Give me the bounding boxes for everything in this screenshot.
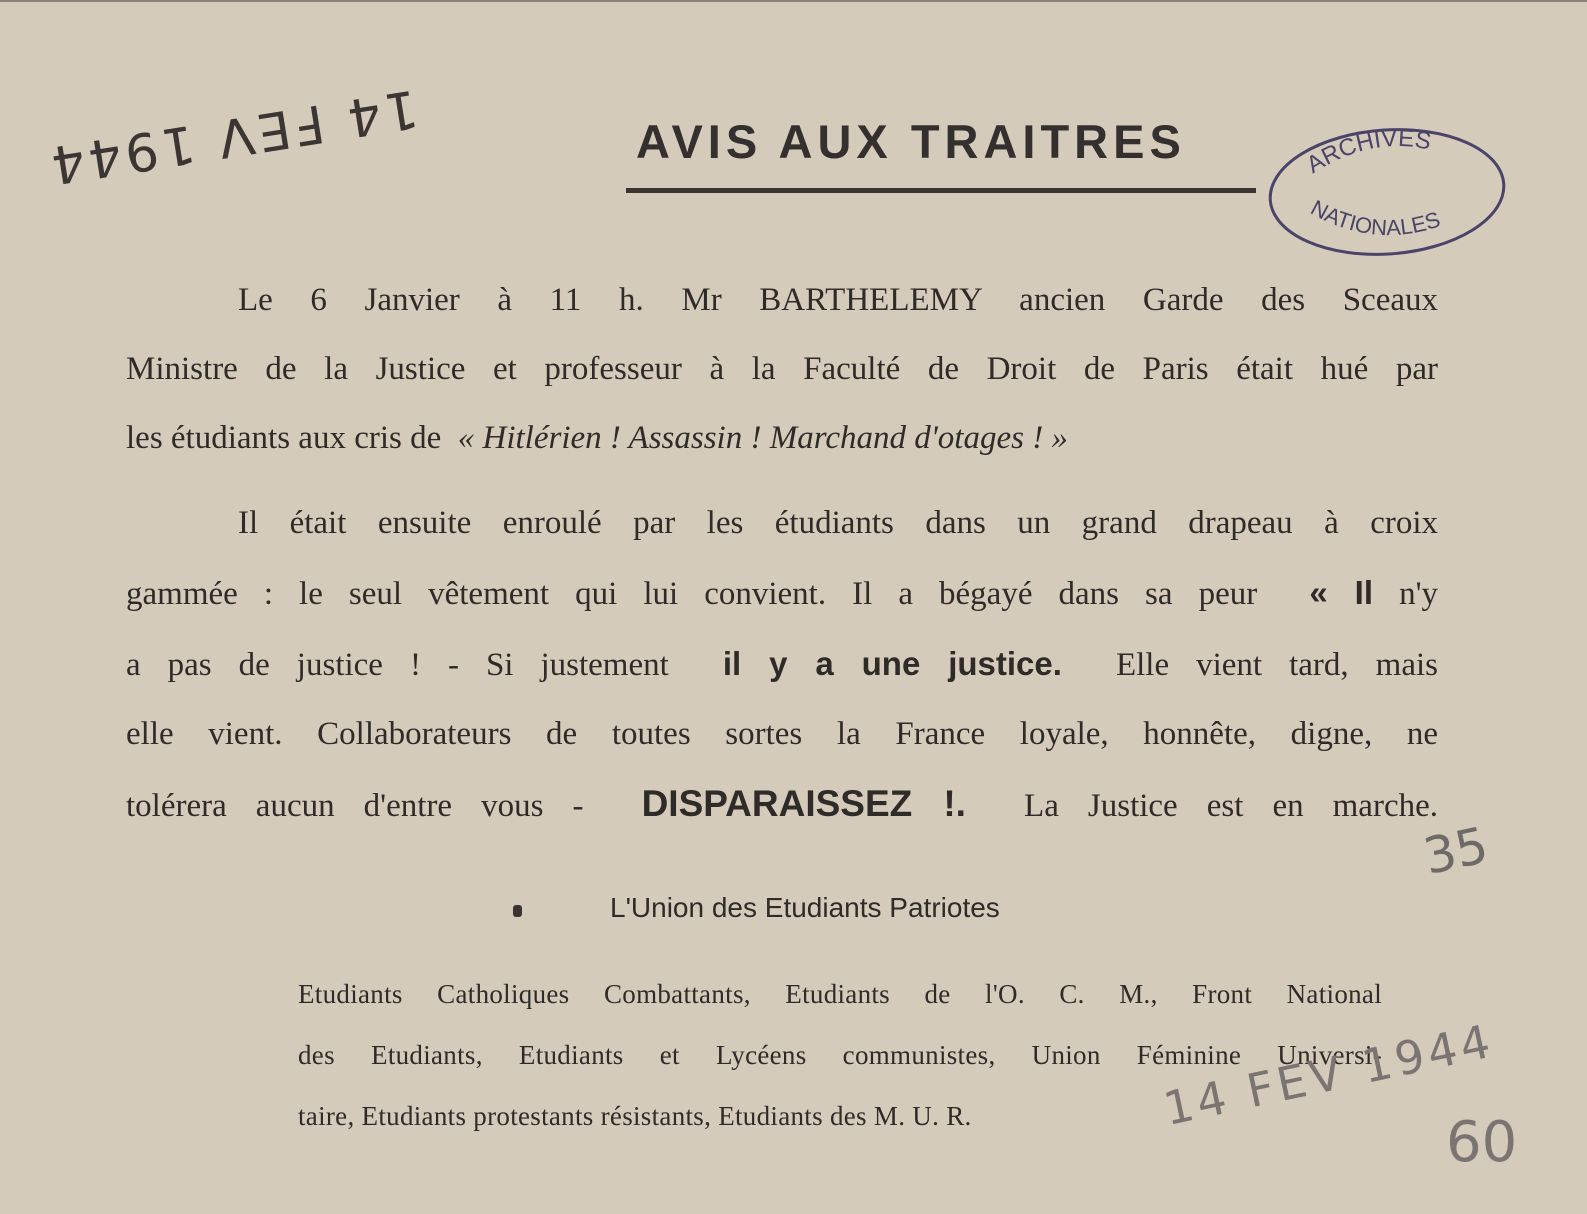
paragraph-1: [126, 266, 1438, 473]
paragraph-1-line-2: Ministre de la Justice et professeur à la Faculté de Droit de Paris était hué par: [126, 351, 1438, 387]
paragraph-2-line-5: [126, 769, 1438, 841]
paragraph-2: [126, 489, 1438, 841]
justice-emphasis: il y a une justice.: [722, 645, 1062, 682]
stamp-bottom-text: NATIONALES: [1306, 194, 1444, 241]
handwritten-number-right: 35: [1418, 816, 1493, 886]
signature: L'Union des Etudiants Patriotes: [610, 892, 1000, 923]
title-underline: [626, 188, 1256, 193]
archives-nationales-stamp: [1264, 122, 1510, 262]
paragraph-2-line-5-suffix: La Justice est en marche.: [1024, 788, 1438, 824]
paragraph-1-line-1: Le 6 Janvier à 11 h. Mr BARTHELEMY ancien Garde des Sceaux: [238, 282, 1438, 318]
handwritten-date-bottom: 14 FEV 1944: [1158, 1013, 1499, 1136]
handwritten-date-top: [43, 15, 452, 259]
paragraph-2-line-5-prefix: tolérera aucun d'entre vous -: [126, 788, 584, 824]
paragraph-2-line-1: Il était ensuite enroulé par les étudiants dans un grand drapeau à croix: [238, 505, 1438, 541]
document-title: AVIS AUX TRAITRES: [636, 115, 1186, 168]
paragraph-1-line-3-prefix: les étudiants aux cris de: [126, 420, 442, 456]
handwritten-date-top-text: 14 FEV 1944: [43, 77, 422, 196]
organizations-line-3: taire, Etudiants protestants résistants, Etudiants des M. U. R.: [298, 1101, 972, 1131]
paragraph-1-line-3: [126, 404, 1438, 473]
organizations-line-2: des Etudiants, Etudiants et Lycéens communistes, Union Féminine Universi-: [298, 1040, 1382, 1070]
svg-text:ARCHIVES: [1302, 125, 1433, 179]
paragraph-2-line-3-suffix: Elle vient tard, mais: [1115, 647, 1438, 683]
paragraph-2-line-4: elle vient. Collaborateurs de toutes sortes la France loyale, honnête, digne, ne: [126, 716, 1438, 752]
paragraph-2-line-2-prefix: gammée : le seul vêtement qui lui convient. Il a bégayé dans sa peur: [126, 576, 1258, 612]
quoted-cries: « Hitlérien ! Assassin ! Marchand d'otages ! »: [457, 420, 1068, 456]
paragraph-2-line-2: [126, 558, 1438, 629]
disparaissez-emphasis: DISPARAISSEZ !.: [641, 783, 966, 824]
paragraph-2-line-2-bold: « Il: [1309, 574, 1373, 611]
paragraph-2-line-3-prefix: a pas de justice ! - Si justement: [126, 647, 669, 683]
stamp-top-text: ARCHIVES: [1301, 124, 1434, 179]
organizations-line-1: Etudiants Catholiques Combattants, Etudiants de l'O. C. M., Front National: [298, 979, 1382, 1009]
handwritten-number-bottom: 60: [1446, 1110, 1518, 1175]
signature-bullet: [513, 905, 522, 917]
svg-text:NATIONALES: [1307, 195, 1443, 240]
paragraph-2-line-2-suffix: n'y: [1399, 576, 1439, 612]
paragraph-2-line-3: [126, 629, 1438, 700]
